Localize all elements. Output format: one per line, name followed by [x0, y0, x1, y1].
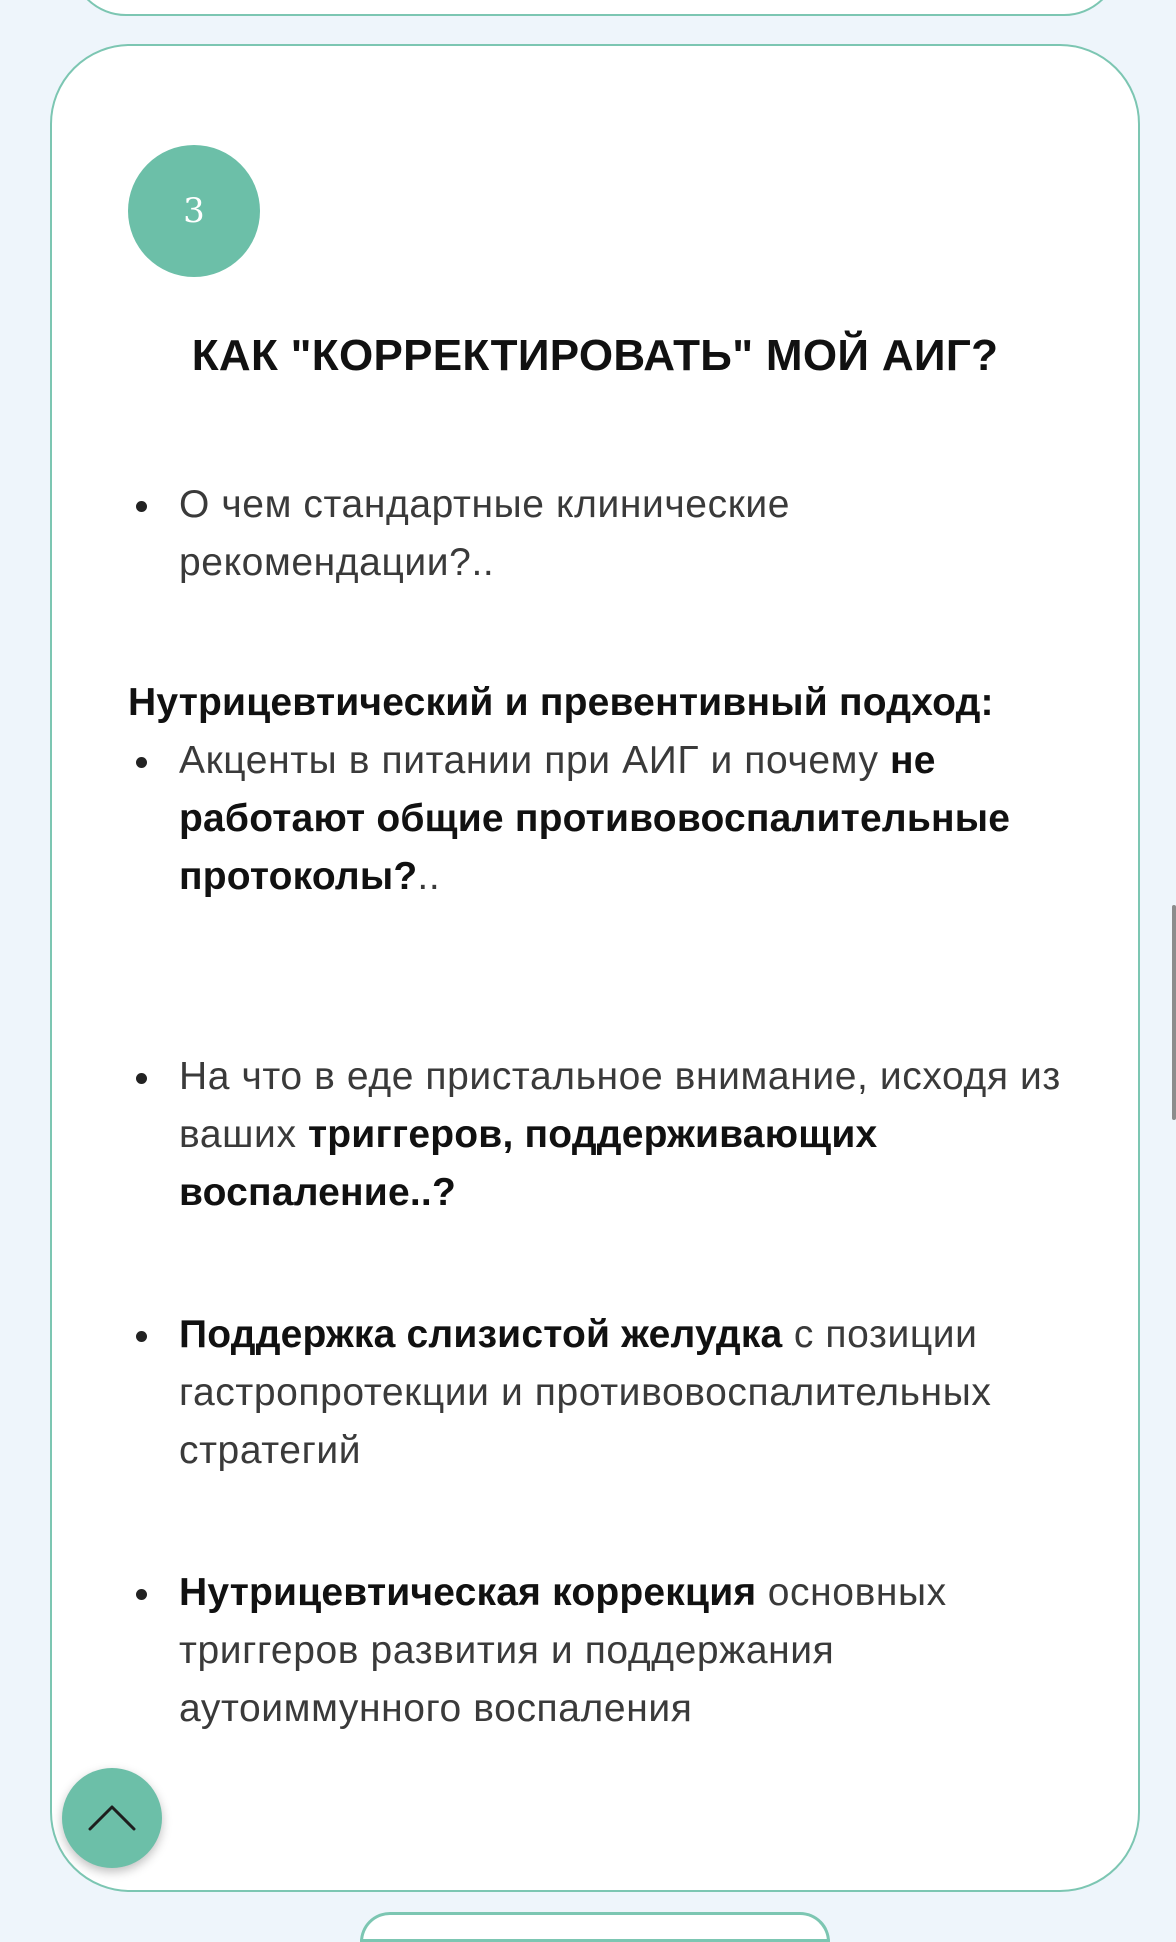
bullet-text: Акценты в питании при АИГ и почему	[179, 739, 891, 782]
bullet-emphasis: Нутрицевтическая коррекция	[179, 1571, 757, 1614]
bullet-emphasis: Поддержка слизистой желудка	[179, 1313, 783, 1356]
step-number: 3	[183, 191, 205, 231]
bullet-emphasis: триггеров, поддерживающих воспаление..?	[179, 1113, 878, 1214]
bullet-text: На что в еде пристальное внимание, исходя из ваших	[179, 1055, 1061, 1156]
chevron-up-icon	[86, 1801, 138, 1835]
bullet-text: О чем стандартные клинические рекомендации?..	[179, 483, 791, 584]
list-item	[128, 476, 1088, 592]
bullet-emphasis: не работают общие противовоспалительные протоколы?	[179, 739, 1011, 898]
section-subheading: Нутрицевтический и превентивный подход:	[128, 681, 994, 724]
next-card-edge	[360, 1912, 830, 1942]
scroll-to-top-button[interactable]	[62, 1768, 162, 1868]
card-content	[128, 476, 1088, 1738]
intro-list	[128, 476, 1088, 592]
step-number-badge	[128, 145, 260, 277]
approach-list	[128, 732, 1088, 1738]
bullet-text: основных триггеров развития и поддержания аутоиммунного воспаления	[179, 1571, 947, 1730]
bullet-text: ..	[417, 855, 441, 898]
list-item	[128, 1048, 1088, 1222]
previous-card-edge	[70, 0, 1120, 16]
list-item	[128, 1564, 1088, 1738]
scrollbar[interactable]	[1172, 905, 1176, 1120]
list-item	[128, 732, 1088, 906]
card-title: КАК "КОРРЕКТИРОВАТЬ" МОЙ АИГ?	[191, 331, 999, 380]
list-item	[128, 1306, 1088, 1480]
bullet-text: с позиции гастропротекции и противовоспалительных стратегий	[179, 1313, 992, 1472]
